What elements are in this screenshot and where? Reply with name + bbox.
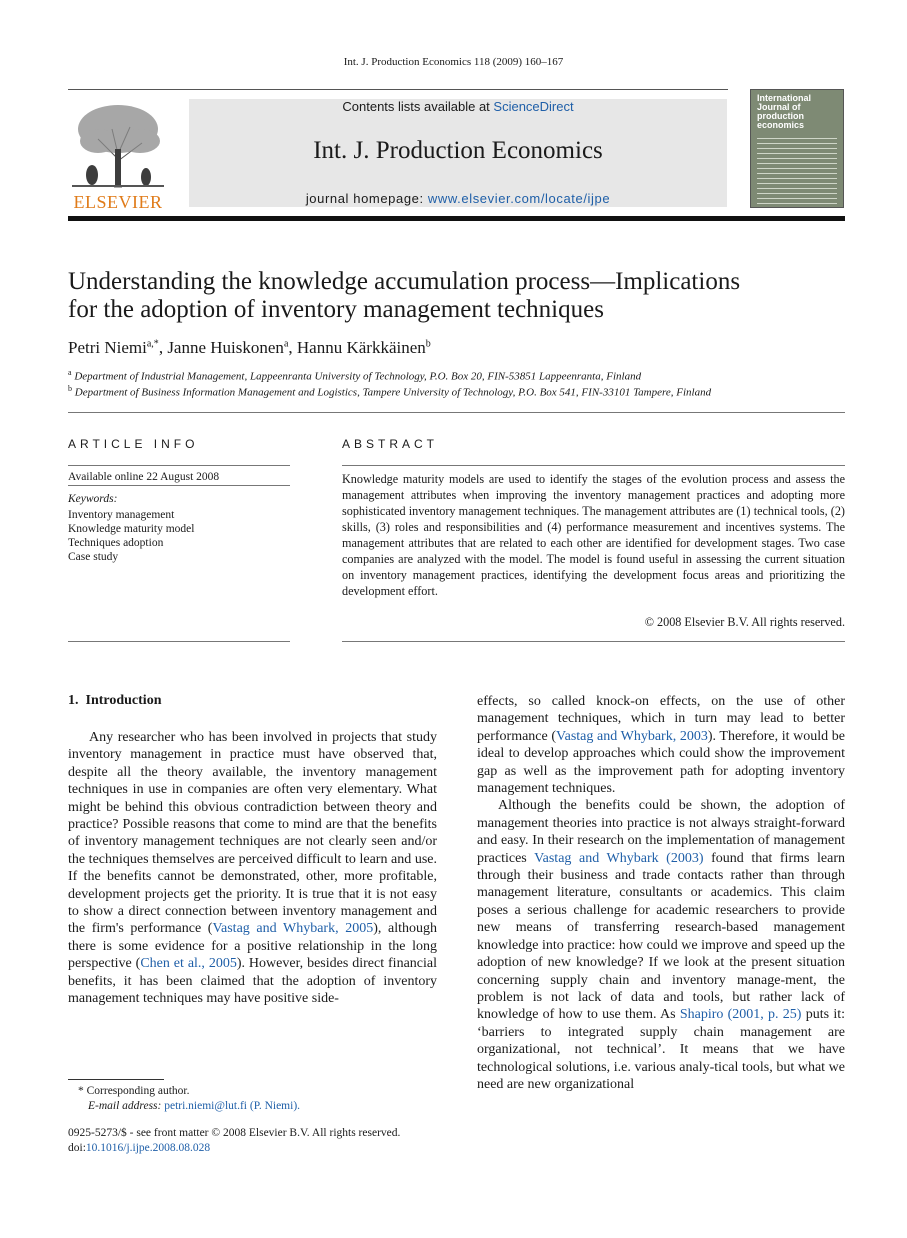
article-info-rule <box>68 465 290 466</box>
doi-line <box>68 1141 210 1156</box>
email-note <box>88 1099 300 1114</box>
keyword: Inventory management <box>68 509 175 521</box>
abstract-rule <box>342 641 845 642</box>
issn-line: 0925-5273/$ - see front matter © 2008 Elsevier B.V. All rights reserved. <box>68 1127 401 1139</box>
sciencedirect-link[interactable]: ScienceDirect <box>493 99 574 114</box>
author-list: Petri Niemi$^{a,*}$, Janne Huiskonen$^a$, Hannu Kärkkäinen$^b$ <box>68 338 431 357</box>
homepage-link[interactable]: www.elsevier.com/locate/ijpe <box>427 191 611 206</box>
keyword-list <box>68 508 194 564</box>
citation-link[interactable]: Chen et al., 2005 <box>140 956 237 972</box>
corresponding-author-note: * Corresponding author. <box>78 1085 190 1097</box>
contents-prefix: Contents lists available at <box>342 99 494 114</box>
author-name[interactable]: Hannu Kärkkäinen <box>296 338 426 357</box>
body-paragraph: Any researcher who has been involved in projects that study inventory management in practice must have observed that, despite all the theory available, the inventory management techniques in use in companies are often very elementary. What might be behind this obvious contradiction between theory and practice? Possible reasons that come to mind are that the benefits of inventory management techniques are not clearly seen and/or the techniques themselves are perceived difficult to learn and use. If the benefits cannot be demonstrated, other, more profitable, development projects get the priority. It is true that it is not easy to show a direct connection between inventory management and the firm's performance (Vastag and Whybark, 2005), although there is some evidence for a positive relationship in the long perspective (Chen et al., 2005). However, besides direct financial benefits, it has been claimed that the adoption of inventory management techniques may have positive side- <box>68 730 438 1007</box>
contents-line <box>189 99 727 114</box>
homepage-prefix: journal homepage: <box>305 191 428 206</box>
citation-link[interactable]: Shapiro (2001, p. 25) <box>679 1007 802 1023</box>
keyword: Knowledge maturity model <box>68 523 195 535</box>
affiliation-text: Department of Business Information Management and Logistics, Tampere University of Technology, P.O. Box 541, FIN-33101 Tampere, Finland <box>74 386 712 399</box>
article-info-rule <box>68 485 290 486</box>
author-sup: a <box>283 338 289 350</box>
elsevier-wordmark: ELSEVIER <box>73 192 163 212</box>
abstract-heading: ABSTRACT <box>342 437 439 451</box>
masthead-top-rule <box>68 89 728 90</box>
author-name[interactable]: Petri Niemi <box>68 338 147 357</box>
affiliation-sup: a <box>68 368 72 377</box>
citation-link[interactable]: Vastag and Whybark, 2005 <box>212 921 374 937</box>
affiliation-sup: b <box>68 384 72 393</box>
body-column-left <box>68 729 437 1008</box>
abstract-text: Knowledge maturity models are used to identify the stages of the evolution process and assess the management attributes when improving the inventory management practices and adopting more sophisticated inventory management techniques. The management attributes are (1) technical tools, (2) skills, (3) roles and responsibilities and (4) performance measurement and incentives systems. The management attributes that are related to each other are identified for development stages. Two case companies are analyzed with the model. The model is found useful in assessing the current situation on inventory management practices, identifying the development focus areas and prioritizing the development effort. <box>342 472 845 598</box>
footnote-rule <box>68 1079 164 1080</box>
citation-link[interactable]: Vastag and Whybark (2003) <box>534 850 704 866</box>
running-head: Int. J. Production Economics 118 (2009) 160–167 <box>343 56 564 68</box>
doi-label: doi: <box>68 1142 86 1154</box>
affiliation <box>68 368 641 383</box>
journal-name: Int. J. Production Economics <box>313 137 603 164</box>
body-paragraph: effects, so called knock-on effects, on the use of other management techniques, which in turn may lead to better performance (Vastag and Whybark, 2003). Therefore, it would be ideal to develop approaches which could show the improvement gap as well as the improvement path for adopting inventory management techniques. <box>477 694 845 797</box>
journal-cover-thumbnail <box>750 89 844 208</box>
email-label: E-mail address: <box>88 1100 165 1112</box>
homepage-line <box>189 191 727 206</box>
affiliation <box>68 384 711 399</box>
available-online: Available online 22 August 2008 <box>68 471 220 483</box>
keywords-label: Keywords: <box>68 493 118 505</box>
keyword: Case study <box>68 551 119 563</box>
doi-link[interactable]: 10.1016/j.ijpe.2008.08.028 <box>85 1142 211 1154</box>
body-column-right <box>477 693 845 1093</box>
citation-link[interactable]: Vastag and Whybark, 2003 <box>556 728 708 744</box>
elsevier-tree-icon <box>68 99 168 191</box>
cover-contents-lines <box>757 138 837 204</box>
article-info-heading: ARTICLE INFO <box>68 437 199 451</box>
author-sup: b <box>425 338 431 350</box>
affiliation-text: Department of Industrial Management, Lappeenranta University of Technology, P.O. Box 20, FIN-53851 Lappeenranta, Finland <box>74 370 642 383</box>
section-heading <box>68 693 161 709</box>
masthead-bottom-rule <box>68 216 845 221</box>
abstract-rule <box>342 465 845 466</box>
article-info-rule <box>68 641 290 642</box>
article-title <box>68 268 845 324</box>
cover-title: International Journal of production economics <box>757 93 812 130</box>
email-link[interactable]: petri.niemi@lut.fi (P. Niemi). <box>164 1100 301 1112</box>
section-number: 1. <box>68 693 79 708</box>
author-name[interactable]: Janne Huiskonen <box>167 338 284 357</box>
article-title-line1: Understanding the knowledge accumulation process—Implications <box>68 268 741 295</box>
journal-masthead <box>189 99 727 207</box>
keyword: Techniques adoption <box>68 537 164 549</box>
section-title: Introduction <box>85 693 162 708</box>
elsevier-logo <box>68 99 168 212</box>
header-divider <box>68 412 845 413</box>
article-title-line2: for the adoption of inventory management techniques <box>68 296 604 323</box>
author-sup: a,* <box>146 338 159 350</box>
body-paragraph: Although the benefits could be shown, the adoption of management theories into practice is not always straight-forward and easy. In their research on the implementation of management practices Vastag and Whybark (2003) found that firms learn through their business and trade contacts rather than through management literature, consultants or academics. This claim poses a serious challenge for academic researchers to provide new means of transferring research-based management knowledge into practice: how could we improve and speed up the adoption of new knowledge? If we look at the present situation concerning supply chain and inventory manage-ment, the problem is not lack of data and tools, but rather lack of knowledge of how to use them. As Shapiro (2001, p. 25) puts it: ‘barriers to integrated supply chain management are organizational, not technical’. It means that we have technological solutions, i.e. various analy-tical tools, but what we need are new organizational <box>477 798 846 1092</box>
abstract-copyright: © 2008 Elsevier B.V. All rights reserved. <box>644 615 845 629</box>
